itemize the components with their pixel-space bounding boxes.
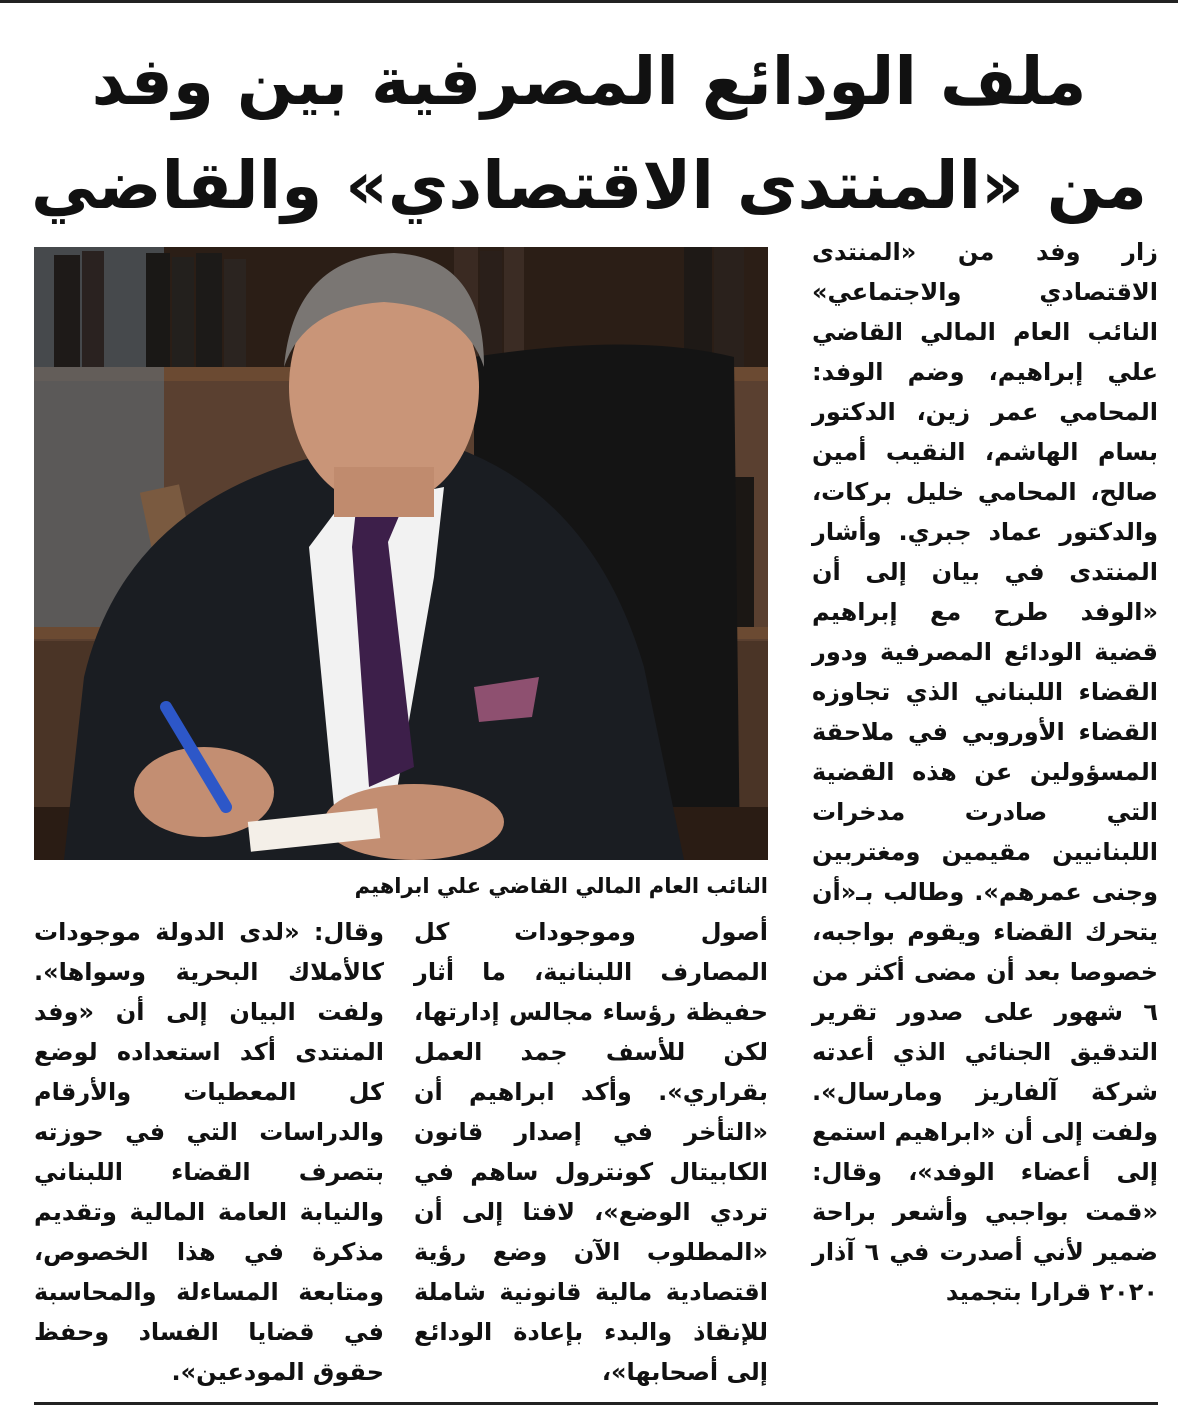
article-photo — [34, 247, 768, 860]
photo-caption: النائب العام المالي القاضي علي ابراهيم — [354, 874, 768, 898]
article-column-middle: أصول وموجودات كل المصارف اللبنانية، ما أثار حفيظة رؤساء مجالس إدارتها، لكن للأسف جمد العمل بقراري». وأكد ابراهيم أن «التأخر في إصدار قانون الكابيتال كونترول ساهم في تردي الوضع»، لافتا إلى أن «المطلوب الآن وضع رؤية اقتصادية مالية قانونية شاملة للإنقاذ والبدء بإعادة الودائع إلى أصحابها»، — [414, 918, 768, 1386]
article-column-right: زار وفد من «المنتدى الاقتصادي والاجتماعي» النائب العام المالي القاضي علي إبراهيم، وضم الوفد: المحامي عمر زين، الدكتور بسام الهاشم، النقيب أمين صالح، المحامي خليل بركات، والدكتور عماد جبري. وأشار المنتدى في بيان إلى أن «الوفد طرح مع إبراهيم قضية الودائع المصرفية ودور القضاء اللبناني الذي تجاوزه القضاء الأوروبي في ملاحقة المسؤولين عن هذه القضية التي صادرت مدخرات اللبنانيين مقيمين ومغتربين وجنى عمرهم». وطالب بـ«أن يتحرك القضاء ويقوم بواجبه، خصوصا بعد أن مضى أكثر من ٦ شهور على صدور تقرير التدقيق الجنائي الذي أعدته شركة آلفاريز ومارسال». ولفت إلى أن «ابراهيم استمع إلى أعضاء الوفد»، وقال: «قمت بواجبي وأشعر براحة ضمير لأني أصدرت في ٦ آذار ٢٠٢٠ قرارا بتجميد — [812, 238, 1158, 1306]
headline-line-2: من «المنتدى الاقتصادي» والقاضي — [31, 147, 1147, 224]
photo-illustration — [34, 247, 768, 860]
headline-line-1: ملف الودائع المصرفية بين وفد — [91, 43, 1087, 120]
article-column-left: وقال: «لدى الدولة موجودات كالأملاك البحرية وسواها». ولفت البيان إلى أن «وفد المنتدى أكد استعداده لوضع كل المعطيات والأرقام والدراسات التي في حوزته بتصرف القضاء اللبناني والنيابة العامة المالية وتقديم مذكرة في هذا الخصوص، ومتابعة المساءلة والمحاسبة في قضايا الفساد وحفظ حقوق المودعين». — [34, 918, 384, 1386]
bottom-rule — [34, 1402, 1158, 1405]
top-rule — [0, 0, 1178, 3]
